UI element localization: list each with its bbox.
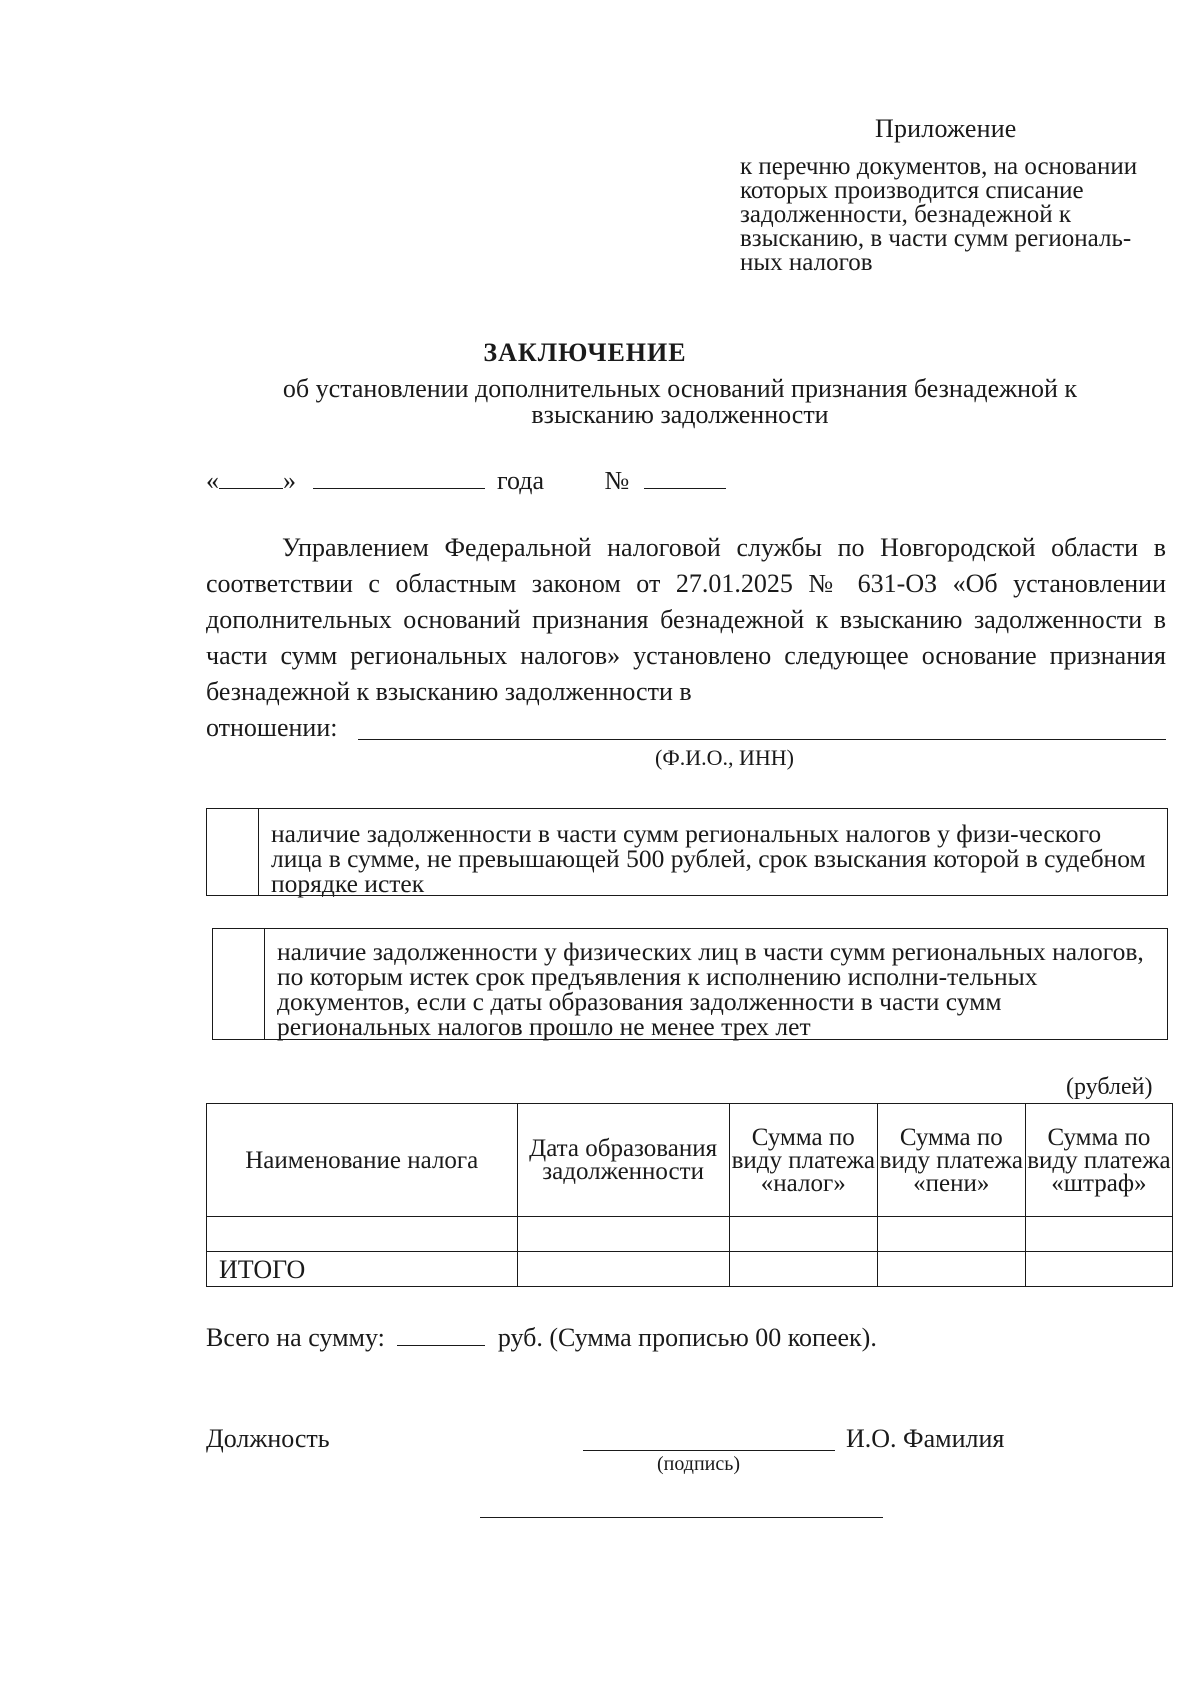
relation-blank[interactable]: [358, 739, 1166, 740]
header-tax-amount: Сумма по виду платежа «налог»: [729, 1104, 877, 1217]
body-paragraph: Управлением Федеральной налоговой службы по Новгородской области в соответствии с областным законом от 27.01.2025 № 631-ОЗ «Об установлении дополнительных оснований признания безнадежной к взысканию задолженности в части сумм региональных налогов» установлено следующее основание признания безнадежной к взысканию задолженности в: [206, 533, 1166, 706]
table-cell[interactable]: [877, 1252, 1025, 1287]
table-cell[interactable]: [1025, 1252, 1172, 1287]
option-box-2: [212, 928, 1168, 1040]
table-cell[interactable]: [1025, 1217, 1172, 1252]
position-label: Должность: [206, 1424, 330, 1453]
total-suffix: руб. (Сумма прописью 00 копеек).: [497, 1323, 877, 1352]
number-sign: №: [604, 466, 630, 495]
table-header-row: [207, 1104, 1173, 1217]
header-penalty-amount: Сумма по виду платежа «пени»: [877, 1104, 1025, 1217]
header-fine-amount: Сумма по виду платежа «штраф»: [1025, 1104, 1172, 1217]
table-cell[interactable]: [517, 1217, 729, 1252]
currency-note: (рублей): [1066, 1074, 1153, 1100]
year-word: года: [497, 466, 545, 495]
option-1-checkbox[interactable]: [207, 809, 259, 895]
signer-name: И.О. Фамилия: [846, 1424, 1005, 1453]
date-number-line: [206, 466, 726, 496]
table-cell[interactable]: [207, 1217, 518, 1252]
option-box-1: [206, 808, 1168, 896]
document-subtitle: об установлении дополнительных оснований признания безнадежной к взысканию задолженности: [282, 374, 1078, 429]
fio-caption: (Ф.И.О., ИНН): [655, 745, 794, 770]
relation-label: отношении:: [206, 713, 338, 742]
table-cell[interactable]: [517, 1252, 729, 1287]
header-tax-name: Наименование налога: [207, 1104, 518, 1217]
total-prefix: Всего на сумму:: [206, 1323, 385, 1352]
appendix-subtitle: к перечню документов, на основании которых производится списание задолженности, безнадежной к взысканию, в части сумм региональ-ных налогов: [740, 153, 1138, 276]
table-cell[interactable]: [877, 1217, 1025, 1252]
document-title: ЗАКЛЮЧЕНИЕ: [483, 338, 687, 367]
option-2-checkbox[interactable]: [213, 929, 265, 1039]
table-row: [207, 1217, 1173, 1252]
header-debt-date: Дата образования задолженности: [517, 1104, 729, 1217]
total-amount-line: [206, 1323, 877, 1353]
table-cell[interactable]: [729, 1252, 877, 1287]
relation-line: [206, 710, 1166, 746]
appendix-title: Приложение: [875, 114, 1017, 143]
close-quote: »: [283, 466, 296, 495]
signature-caption: (подпись): [657, 1453, 741, 1475]
signature-blank[interactable]: [583, 1450, 835, 1451]
tax-debt-table: [206, 1103, 1173, 1287]
total-label: ИТОГО: [207, 1252, 518, 1287]
day-blank[interactable]: [219, 466, 283, 489]
month-blank[interactable]: [313, 466, 485, 489]
open-quote: «: [206, 466, 219, 495]
total-amount-blank[interactable]: [397, 1323, 485, 1346]
table-total-row: [207, 1252, 1173, 1287]
option-1-text: наличие задолженности в части сумм региональных налогов у физи-ческого лица в сумме, не превышающей 500 рублей, срок взыскания которой в судебном порядке истек: [271, 819, 1146, 898]
bottom-blank-line[interactable]: [480, 1517, 883, 1518]
number-blank[interactable]: [644, 466, 726, 489]
option-2-text: наличие задолженности у физических лиц в части сумм региональных налогов, по которым истек срок предъявления к исполнению исполни-тельных документов, если с даты образования задолженности в части сумм региональных налогов прошло не менее трех лет: [277, 937, 1144, 1041]
table-cell[interactable]: [729, 1217, 877, 1252]
